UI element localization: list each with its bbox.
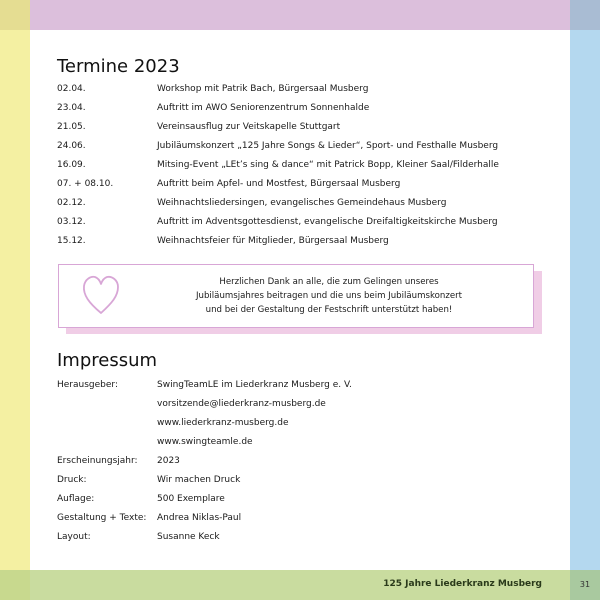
termine-event: Mitsing-Event „LEt’s sing & dance“ mit Patrick Bopp, Kleiner Saal/Filderhalle — [157, 160, 499, 170]
impressum-value: 500 Exemplare — [157, 494, 225, 504]
impressum-value: SwingTeamLE im Liederkranz Musberg e. V. — [157, 380, 352, 390]
impressum-value: Susanne Keck — [157, 532, 220, 542]
top-color-band — [30, 0, 570, 30]
termine-date: 15.12. — [57, 236, 86, 246]
termine-heading: Termine 2023 — [57, 56, 180, 77]
thanks-line: Jubiläumsjahres beitragen und die uns beim Jubiläumskonzert — [195, 291, 463, 301]
thanks-box — [58, 264, 534, 328]
thanks-line: Herzlichen Dank an alle, die zum Gelingen unseres — [219, 277, 439, 287]
termine-event: Workshop mit Patrik Bach, Bürgersaal Musberg — [157, 84, 369, 94]
impressum-label: Auflage: — [57, 494, 95, 504]
termine-date: 02.12. — [57, 198, 86, 208]
impressum-label: Druck: — [57, 475, 87, 485]
impressum-heading: Impressum — [57, 350, 158, 371]
termine-date: 23.04. — [57, 103, 86, 113]
right-color-band — [570, 30, 600, 570]
top-right-corner-block — [570, 0, 600, 30]
impressum-label: Gestaltung + Texte: — [57, 513, 147, 523]
impressum-website-link[interactable]: www.swingteamle.de — [157, 437, 253, 447]
termine-date: 07. + 08.10. — [57, 179, 114, 189]
termine-date: 21.05. — [57, 122, 86, 132]
termine-event: Auftritt beim Apfel- und Mostfest, Bürgersaal Musberg — [157, 179, 401, 189]
thanks-line: und bei der Gestaltung der Festschrift unterstützt haben! — [205, 305, 453, 315]
impressum-email[interactable]: vorsitzende@liederkranz-musberg.de — [157, 399, 326, 409]
top-left-corner-block — [0, 0, 30, 30]
heart-icon — [81, 273, 121, 319]
termine-date: 24.06. — [57, 141, 86, 151]
impressum-value: Andrea Niklas-Paul — [157, 513, 242, 523]
termine-event: Weihnachtsliedersingen, evangelisches Gemeindehaus Musberg — [157, 198, 447, 208]
termine-event: Jubiläumskonzert „125 Jahre Songs & Lieder“, Sport- und Festhalle Musberg — [157, 141, 499, 151]
impressum-label: Layout: — [57, 532, 91, 542]
page-number: 31 — [579, 580, 591, 589]
impressum-website-link[interactable]: www.liederkranz-musberg.de — [157, 418, 289, 428]
footer-title: 125 Jahre Liederkranz Musberg — [383, 579, 542, 589]
left-color-band — [0, 30, 30, 570]
impressum-label: Herausgeber: — [57, 380, 118, 390]
termine-date: 16.09. — [57, 160, 86, 170]
termine-event: Weihnachtsfeier für Mitglieder, Bürgersaal Musberg — [157, 236, 389, 246]
termine-date: 02.04. — [57, 84, 86, 94]
termine-event: Auftritt im AWO Seniorenzentrum Sonnenhalde — [157, 103, 370, 113]
termine-date: 03.12. — [57, 217, 86, 227]
termine-event: Auftritt im Adventsgottesdienst, evangelische Dreifaltigkeitskirche Musberg — [157, 217, 498, 227]
bottom-left-corner-block — [0, 570, 30, 600]
thanks-message — [144, 275, 514, 317]
impressum-value: Wir machen Druck — [157, 475, 241, 485]
termine-event: Vereinsausflug zur Veitskapelle Stuttgart — [157, 122, 341, 132]
impressum-label: Erscheinungsjahr: — [57, 456, 138, 466]
impressum-value: 2023 — [157, 456, 180, 466]
